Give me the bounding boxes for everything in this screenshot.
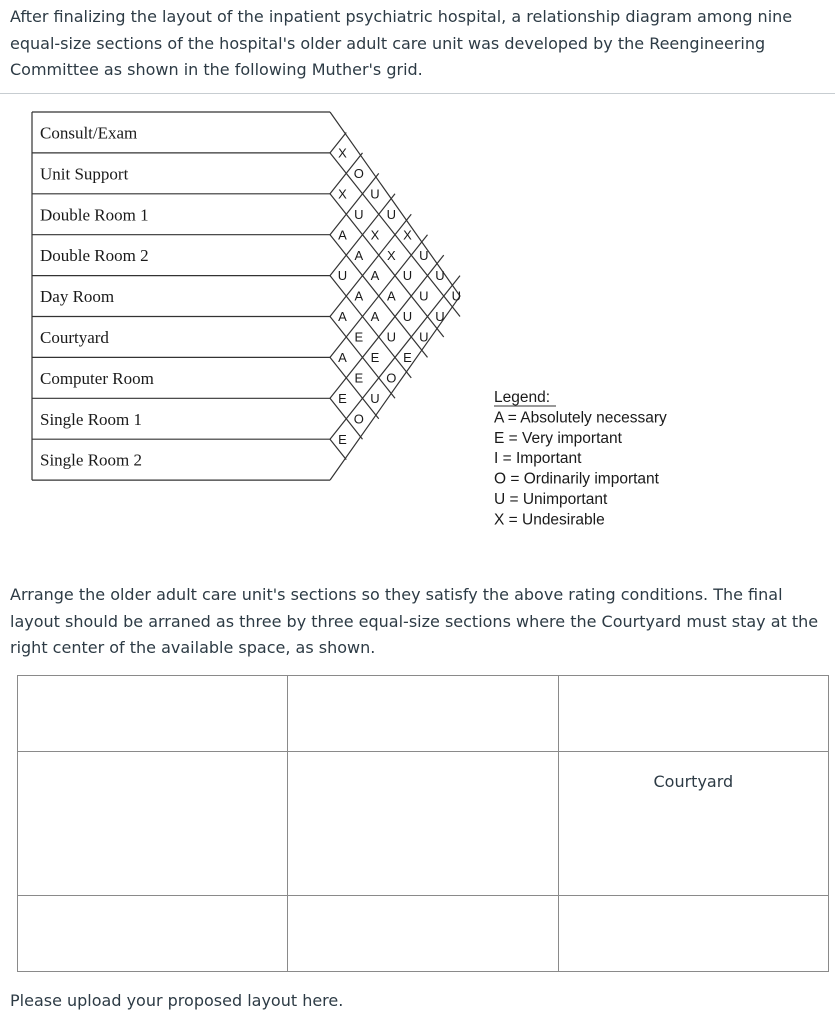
- relationship-rating: U: [451, 288, 461, 304]
- relationship-rating: A: [354, 288, 364, 304]
- legend-item: O = Ordinarily important: [494, 470, 659, 488]
- divider: [0, 93, 835, 94]
- legend-title: Legend:: [494, 389, 551, 406]
- relationship-rating: U: [402, 309, 413, 325]
- department-label: Consult/Exam: [40, 123, 138, 143]
- relationship-rating: E: [338, 431, 347, 447]
- department-label: Day Room: [40, 287, 115, 307]
- relationship-rating: U: [419, 288, 429, 304]
- layout-grid-table: [17, 675, 829, 972]
- relationship-rating: A: [338, 309, 347, 325]
- layout-row-3: [18, 896, 829, 972]
- department-label: Computer Room: [40, 368, 154, 388]
- relationship-rating: X: [338, 145, 347, 161]
- legend-item: E = Very important: [494, 429, 622, 447]
- relationship-rating: A: [338, 350, 347, 365]
- relationship-rating: U: [354, 206, 364, 222]
- layout-cell-1-1[interactable]: [18, 676, 288, 752]
- relationship-rating: A: [370, 268, 380, 284]
- relationship-rating: X: [386, 247, 396, 263]
- relationship-rating: U: [435, 309, 445, 325]
- department-label: Single Room 1: [40, 409, 143, 429]
- legend-item: I = Important: [494, 450, 582, 468]
- department-label: Courtyard: [40, 327, 109, 347]
- upload-prompt: Please upload your proposed layout here.: [10, 991, 344, 1010]
- relationship-rating: O: [353, 411, 364, 427]
- relationship-rating: U: [419, 329, 429, 345]
- muther-relationship-grid: [0, 100, 835, 529]
- layout-cell-3-2[interactable]: [288, 896, 558, 972]
- layout-cell-3-1[interactable]: [18, 896, 288, 972]
- department-label: Unit Support: [40, 164, 129, 184]
- layout-cell-2-2[interactable]: [288, 751, 558, 895]
- relationship-rating: A: [386, 288, 396, 304]
- relationship-rating: O: [386, 370, 397, 386]
- instruction-paragraph: Arrange the older adult care unit's sections so they satisfy the above rating conditions. The final layout should be arraned as three by three equal-size sections where the Courtyard must stay at the right center of the available space, as shown.: [10, 585, 819, 657]
- layout-cell-3-3[interactable]: [558, 896, 828, 972]
- relationship-rating: A: [370, 309, 380, 325]
- legend-item: A = Absolutely necessary: [494, 409, 667, 427]
- relationship-rating: X: [370, 227, 380, 243]
- relationship-rating: U: [435, 268, 445, 284]
- department-label: Double Room 1: [40, 205, 149, 225]
- layout-cell-1-3[interactable]: [558, 676, 828, 752]
- layout-cell-2-1[interactable]: [18, 751, 288, 895]
- department-label: Double Room 2: [40, 246, 149, 266]
- relationship-rating: U: [402, 268, 413, 284]
- relationship-rating: X: [338, 186, 347, 202]
- layout-cell-1-2[interactable]: [288, 676, 558, 752]
- legend-item: X = Undesirable: [494, 511, 605, 529]
- relationship-rating: E: [354, 329, 364, 345]
- relationship-rating: U: [370, 390, 380, 406]
- relationship-rating: E: [403, 350, 412, 365]
- department-label: Single Room 2: [40, 450, 143, 470]
- layout-cell-2-3[interactable]: Courtyard: [558, 751, 828, 895]
- relationship-rating: U: [370, 186, 380, 202]
- relationship-rating: U: [337, 268, 348, 284]
- layout-row-1: [18, 676, 829, 752]
- legend-item: U = Unimportant: [494, 491, 608, 508]
- relationship-rating: X: [403, 227, 412, 243]
- intro-paragraph: After finalizing the layout of the inpatient psychiatric hospital, a relationship diagram among nine equal-size sections of the hospital's older adult care unit was developed by the Reengineering Committee as shown in the following Muther's grid.: [10, 7, 793, 79]
- relationship-rating: O: [353, 165, 364, 181]
- relationship-rating: A: [354, 247, 364, 263]
- relationship-rating: U: [419, 247, 429, 263]
- relationship-rating: U: [386, 329, 396, 345]
- relationship-rating: U: [386, 206, 396, 222]
- relationship-rating: A: [338, 227, 347, 243]
- relationship-rating: E: [354, 370, 364, 386]
- relationship-rating: E: [338, 390, 347, 406]
- relationship-rating: E: [370, 350, 380, 365]
- layout-row-2: [18, 751, 829, 895]
